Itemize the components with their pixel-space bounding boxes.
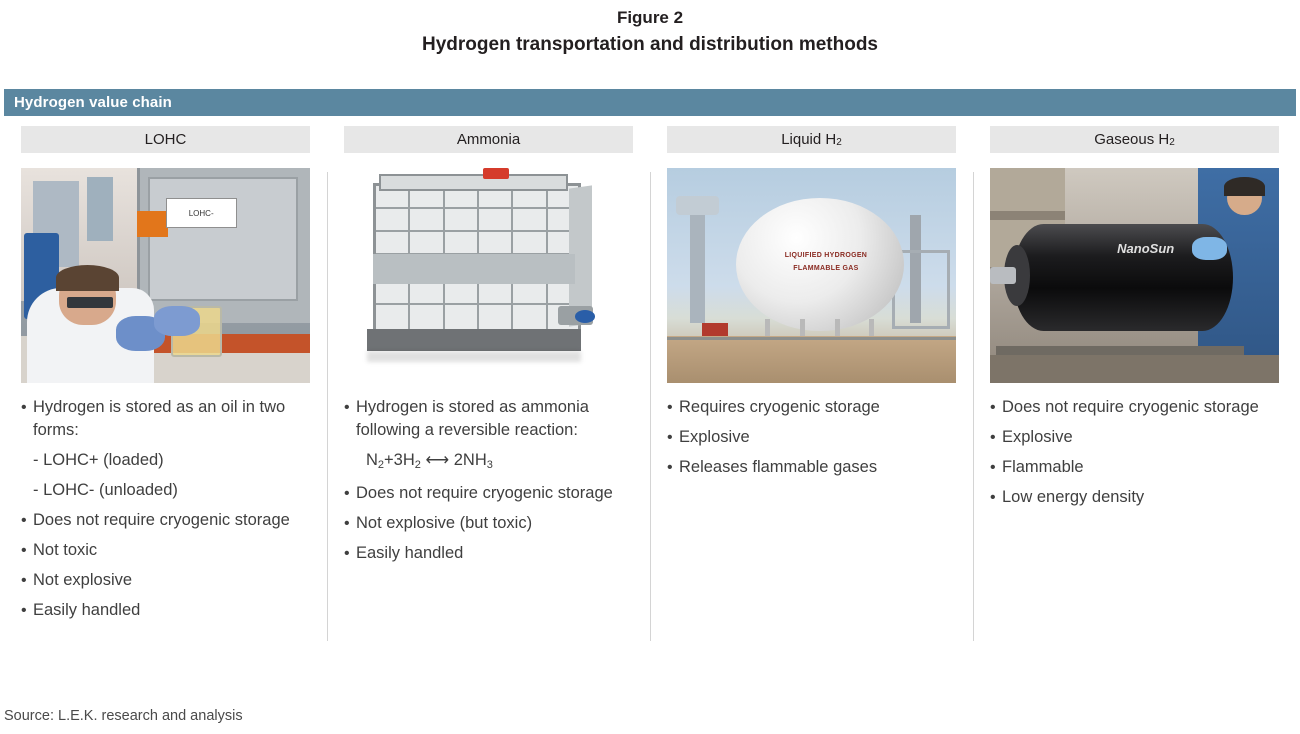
bullet-list-ammonia: [344, 396, 633, 565]
bullet-dot-icon: •: [344, 515, 350, 532]
list-item-text: Does not require cryogenic storage: [33, 511, 290, 529]
list-item: [990, 426, 1279, 449]
formula-n-sub: 2: [377, 459, 385, 471]
column-header-liquid-hydrogen: [667, 126, 956, 153]
list-item-text: Flammable: [1002, 458, 1084, 476]
bullet-dot-icon: •: [990, 489, 996, 506]
figure-label: Figure 2: [616, 8, 684, 27]
column-header-ammonia: [344, 126, 633, 153]
figure-title: Hydrogen transportation and distribution methods: [422, 34, 878, 55]
column-header-liquid-hydrogen-sub: 2: [836, 137, 842, 148]
lohc-container-label: LOHC-: [166, 198, 237, 228]
list-item: - LOHC- (unloaded): [33, 481, 178, 499]
column-header-gaseous-hydrogen: [990, 126, 1279, 153]
list-item: [21, 599, 310, 622]
list-item-text: Hydrogen is stored as an oil in two forms:: [33, 398, 286, 439]
list-item: [21, 396, 310, 442]
list-item: [21, 569, 310, 592]
column-header-lohc-label: LOHC: [144, 131, 187, 148]
bullet-dot-icon: •: [344, 545, 350, 562]
bullet-dot-icon: •: [667, 459, 673, 476]
bullet-dot-icon: •: [667, 429, 673, 446]
list-item: [667, 456, 956, 479]
list-item-text: Explosive: [1002, 428, 1073, 446]
bullet-dot-icon: •: [667, 399, 673, 416]
tank-caption-line-2: FLAMMABLE GAS: [793, 264, 859, 272]
bullet-dot-icon: •: [344, 399, 350, 416]
gaseous-hydrogen-composite-cylinder-photo: [990, 168, 1279, 383]
bullet-dot-icon: •: [21, 572, 27, 589]
list-item: [21, 539, 310, 562]
tank-caption-line-1: LIQUIFIED HYDROGEN: [784, 251, 868, 259]
column-lohc: [4, 126, 327, 629]
list-item-text: Releases flammable gases: [679, 458, 878, 476]
list-item-text: Not explosive (but toxic): [356, 514, 533, 532]
column-header-gaseous-hydrogen-sub: 2: [1169, 137, 1175, 148]
list-item: [667, 396, 956, 419]
formula-n: N: [366, 451, 378, 469]
list-item-text: Does not require cryogenic storage: [356, 484, 613, 502]
list-item-text: Not toxic: [33, 541, 98, 559]
column-header-ammonia-label: Ammonia: [456, 131, 521, 148]
title-block: [0, 0, 1300, 58]
list-item-text: Easily handled: [356, 544, 464, 562]
list-item: [344, 542, 633, 565]
column-header-gaseous-hydrogen-label: Gaseous H: [1094, 131, 1170, 148]
list-item: [344, 482, 633, 505]
bullet-dot-icon: •: [21, 399, 27, 416]
column-ammonia: [327, 126, 650, 629]
ammonia-reaction-formula: [366, 449, 633, 474]
list-item: [344, 512, 633, 535]
column-header-lohc: [21, 126, 310, 153]
bullet-dot-icon: •: [990, 459, 996, 476]
list-item-text: Explosive: [679, 428, 750, 446]
list-item-text: Not explosive: [33, 571, 133, 589]
column-gaseous-hydrogen: [973, 126, 1296, 629]
bullet-list-lohc: [21, 396, 310, 622]
list-item-text: Requires cryogenic storage: [679, 398, 880, 416]
bullet-dot-icon: •: [21, 512, 27, 529]
list-item: [344, 396, 633, 442]
formula-h: +3H: [384, 451, 415, 469]
lohc-laboratory-photo: [21, 168, 310, 383]
list-item: - LOHC+ (loaded): [33, 451, 164, 469]
source-note: Source: L.E.K. research and analysis: [4, 708, 243, 724]
list-item-text: Low energy density: [1002, 488, 1145, 506]
cylinder-brand-label: NanoSun: [1117, 241, 1175, 257]
bullet-dot-icon: •: [21, 602, 27, 619]
bullet-dot-icon: •: [344, 485, 350, 502]
method-columns: [4, 126, 1296, 629]
column-liquid-hydrogen: [650, 126, 973, 629]
bullet-dot-icon: •: [990, 399, 996, 416]
formula-nh: ⟷ 2NH: [420, 451, 487, 469]
bullet-dot-icon: •: [21, 542, 27, 559]
bullet-list-liquid-hydrogen: [667, 396, 956, 479]
value-chain-band-label: Hydrogen value chain: [14, 94, 172, 111]
list-item: [667, 426, 956, 449]
liquid-hydrogen-sphere-tank-photo: [667, 168, 956, 383]
formula-h-sub: 2: [414, 459, 421, 471]
list-item: [990, 456, 1279, 479]
list-item: [21, 509, 310, 532]
list-item: [990, 396, 1279, 419]
bullet-dot-icon: •: [990, 429, 996, 446]
list-item-text: Easily handled: [33, 601, 141, 619]
column-header-liquid-hydrogen-label: Liquid H: [781, 131, 837, 148]
list-item: [990, 486, 1279, 509]
list-item-text: Hydrogen is stored as ammonia following a reversible reaction:: [356, 398, 589, 439]
bullet-list-gaseous-hydrogen: [990, 396, 1279, 509]
formula-nh-sub: 3: [486, 459, 493, 471]
ammonia-ibc-tote-photo: [344, 168, 633, 383]
list-item-text: Does not require cryogenic storage: [1002, 398, 1259, 416]
value-chain-band: [4, 89, 1296, 116]
